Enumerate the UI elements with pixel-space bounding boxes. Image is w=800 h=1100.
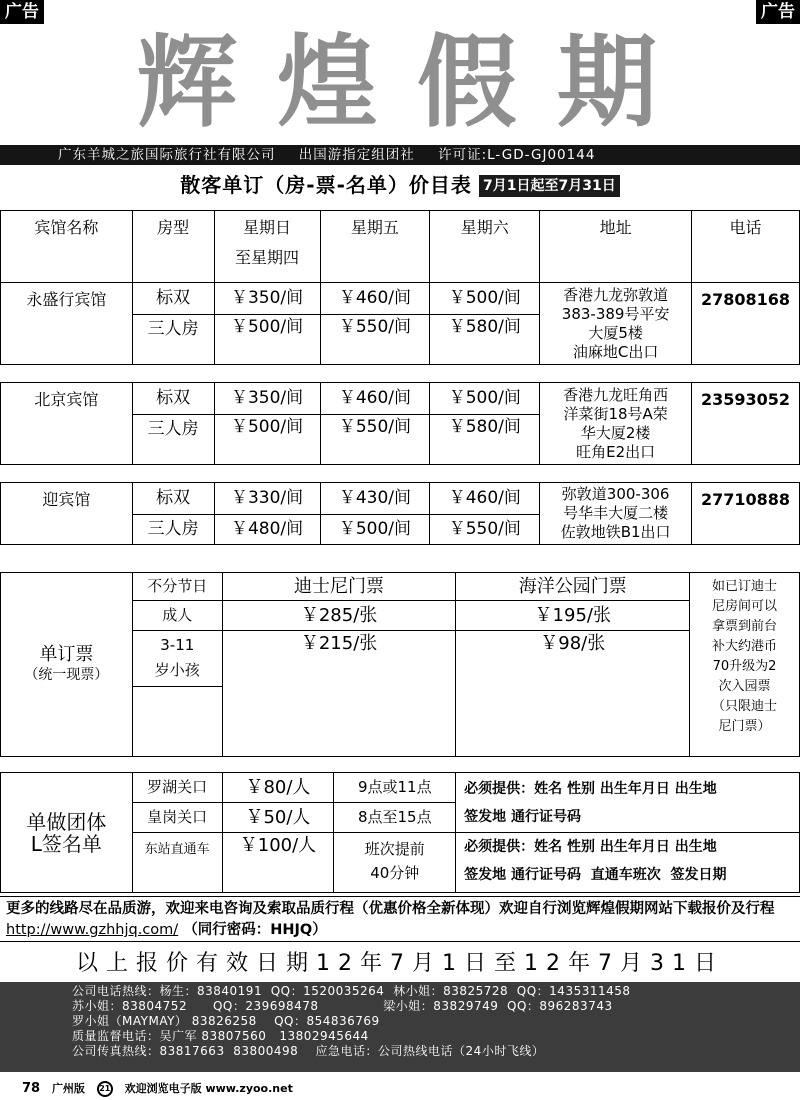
note-line: 补大约港币 bbox=[712, 639, 778, 654]
port-name: 皇岗关口 bbox=[132, 803, 222, 833]
header-sun-1: 星期日 bbox=[243, 218, 292, 237]
adult-ocean-price: ￥195/张 bbox=[456, 601, 690, 631]
requirement-line: 签发地 通行证号码 直通车班次 签发日期 bbox=[464, 867, 727, 883]
price-cell: ￥480/间 bbox=[214, 515, 320, 545]
contact-line: 罗小姐（MAYMAY） 83826258 QQ：854836769 bbox=[72, 1014, 380, 1028]
addr-line: 香港九龙旺角西 bbox=[563, 385, 669, 404]
page-footer bbox=[0, 1078, 800, 1100]
group-list-table bbox=[0, 772, 800, 893]
price-cell: ￥500/间 bbox=[214, 415, 320, 465]
price-cell: ￥550/间 bbox=[430, 515, 540, 545]
group-label bbox=[1, 773, 133, 893]
addr-line: 号华丰大厦二楼 bbox=[563, 504, 669, 522]
port-price: ￥80/人 bbox=[222, 773, 334, 803]
header-phone: 电话 bbox=[692, 211, 800, 283]
port-time: 9点或11点 bbox=[334, 773, 456, 803]
requirements-2 bbox=[456, 833, 800, 893]
room-type: 标双 bbox=[132, 483, 214, 515]
addr-line: 油麻地C出口 bbox=[572, 342, 659, 361]
room-type: 三人房 bbox=[132, 315, 214, 365]
more-info bbox=[0, 896, 800, 942]
masthead-char: 辉 bbox=[137, 23, 243, 141]
empty-cell bbox=[132, 687, 222, 757]
port-time: 8点至15点 bbox=[334, 803, 456, 833]
hotel-name: 永盛行宾馆 bbox=[1, 283, 133, 365]
ticket-table bbox=[0, 572, 800, 757]
contact-line: 苏小姐：83804752 QQ：239698478 梁小姐：83829749 QQ：896283743 bbox=[72, 999, 613, 1013]
ticket-label-main: 单订票 bbox=[39, 643, 94, 665]
note-line: 70升级为2 bbox=[712, 659, 777, 674]
time-line: 班次提前 bbox=[364, 840, 425, 858]
room-type: 三人房 bbox=[132, 515, 214, 545]
group-label-line: 单做团体 bbox=[26, 809, 107, 834]
time-line: 40分钟 bbox=[370, 864, 420, 882]
port-name: 罗湖关口 bbox=[132, 773, 222, 803]
agent-password: （同行密码：HHJQ） bbox=[183, 922, 327, 938]
requirement-line: 必须提供：姓名 性别 出生年月日 出生地 bbox=[464, 839, 717, 855]
addr-line: 弥敦道300-306 bbox=[561, 485, 670, 503]
ad-tag-left: 广告 bbox=[0, 0, 44, 24]
addr-line: 佐敦地铁B1出口 bbox=[560, 523, 671, 541]
addr-line: 旺角E2出口 bbox=[576, 442, 656, 461]
masthead-logo bbox=[0, 20, 800, 144]
header-fri: 星期五 bbox=[320, 211, 430, 283]
hotel-address bbox=[540, 483, 692, 545]
note-line: 次入园票 bbox=[718, 679, 771, 694]
price-cell: ￥550/间 bbox=[320, 315, 430, 365]
table-row bbox=[1, 483, 800, 515]
ocean-header: 海洋公园门票 bbox=[456, 573, 690, 601]
price-cell: ￥500/间 bbox=[430, 283, 540, 315]
room-type: 三人房 bbox=[132, 415, 214, 465]
price-cell: ￥350/间 bbox=[214, 283, 320, 315]
header-sat: 星期六 bbox=[430, 211, 540, 283]
price-cell: ￥330/间 bbox=[214, 483, 320, 515]
hotel-address bbox=[540, 283, 692, 365]
room-type: 标双 bbox=[132, 383, 214, 415]
hotel-phone: 23593052 bbox=[692, 383, 800, 465]
table-row bbox=[1, 773, 800, 803]
empty-cell bbox=[222, 687, 456, 757]
masthead-char: 煌 bbox=[277, 23, 383, 141]
any-day-label: 不分节日 bbox=[132, 573, 222, 601]
requirement-line: 签发地 通行证号码 bbox=[464, 808, 582, 825]
header-hotel: 宾馆名称 bbox=[1, 211, 133, 283]
divider bbox=[1, 365, 800, 383]
note-line: 如已订迪士 bbox=[712, 579, 778, 594]
room-type: 标双 bbox=[132, 283, 214, 315]
ad-tag-right: 广告 bbox=[756, 0, 800, 24]
price-cell: ￥580/间 bbox=[430, 415, 540, 465]
contact-line: 公司电话热线：杨生：83840191 QQ：1520035264 林小姐：83825728 QQ：1435311458 bbox=[72, 984, 631, 998]
agency-designation: 出国游指定组团社 bbox=[298, 147, 415, 163]
more-info-text: 更多的线路尽在品质游，欢迎来电咨询及索取品质行程（优惠价格全新体现）欢迎自行浏览辉煌假期网站下载报价及行程 bbox=[6, 901, 775, 917]
page-number: 78 bbox=[22, 1081, 41, 1096]
table-row bbox=[1, 383, 800, 415]
port-price: ￥100/人 bbox=[222, 833, 334, 893]
adult-label: 成人 bbox=[132, 601, 222, 631]
ticket-label bbox=[1, 573, 133, 757]
hotel-address bbox=[540, 383, 692, 465]
price-cell: ￥350/间 bbox=[214, 383, 320, 415]
price-cell: ￥430/间 bbox=[320, 483, 430, 515]
group-label-line: L签名单 bbox=[30, 831, 102, 856]
port-name: 东站直通车 bbox=[132, 833, 222, 893]
addr-line: 香港九龙弥敦道 bbox=[563, 285, 669, 304]
masthead-char: 期 bbox=[557, 23, 663, 141]
table-row bbox=[1, 573, 800, 601]
note-line: 拿票到前台 bbox=[712, 619, 778, 634]
child-label bbox=[132, 631, 222, 687]
contacts-block bbox=[0, 982, 800, 1072]
disney-header: 迪士尼门票 bbox=[222, 573, 456, 601]
price-cell: ￥500/间 bbox=[214, 315, 320, 365]
addr-line: 大厦5楼 bbox=[588, 323, 643, 342]
header-sun-2: 至星期四 bbox=[235, 248, 300, 267]
port-price: ￥50/人 bbox=[222, 803, 334, 833]
hotel-name: 迎宾馆 bbox=[1, 483, 133, 545]
website-link[interactable]: http://www.gzhhjq.com/ bbox=[6, 922, 179, 938]
header-room: 房型 bbox=[132, 211, 214, 283]
table-row bbox=[1, 283, 800, 315]
hotel-name: 北京宾馆 bbox=[1, 383, 133, 465]
price-cell: ￥550/间 bbox=[320, 415, 430, 465]
port-time bbox=[334, 833, 456, 893]
price-cell: ￥460/间 bbox=[320, 283, 430, 315]
price-cell: ￥500/间 bbox=[430, 383, 540, 415]
child-age: 3-11 bbox=[160, 636, 195, 654]
requirement-line: 必须提供：姓名 性别 出生年月日 出生地 bbox=[464, 780, 717, 797]
price-cell: ￥580/间 bbox=[430, 315, 540, 365]
addr-line: 华大厦2楼 bbox=[580, 423, 651, 442]
edition-label: 广州版 bbox=[51, 1082, 85, 1095]
agency-bar bbox=[0, 145, 800, 165]
title-period: 7月1日起至7月31日 bbox=[479, 175, 620, 197]
agency-name: 广东羊城之旅国际旅行社有限公司 bbox=[58, 147, 276, 163]
note-line: 尼房间可以 bbox=[712, 599, 778, 614]
requirements-1 bbox=[456, 773, 800, 833]
hotel-phone: 27710888 bbox=[692, 483, 800, 545]
empty-cell bbox=[456, 687, 690, 757]
contact-line: 质量监督电话：吴广军 83807560 13802945644 bbox=[72, 1029, 369, 1043]
addr-line: 洋菜街18号A荣 bbox=[563, 404, 668, 423]
price-cell: ￥460/间 bbox=[320, 383, 430, 415]
ticket-label-sub: （统一现票） bbox=[24, 666, 109, 683]
masthead-char: 假 bbox=[417, 23, 523, 141]
note-line: 尼门票） bbox=[718, 719, 771, 734]
contact-line: 公司传真热线：83817663 83800498 应急电话：公司热线电话（24小时飞线） bbox=[72, 1044, 545, 1058]
agency-license: 许可证:L-GD-GJ00144 bbox=[438, 147, 596, 163]
logo-icon: 21 bbox=[97, 1081, 113, 1097]
footer-text: 欢迎浏览电子版 www.zyoo.net bbox=[124, 1082, 293, 1095]
validity-line: 以上报价有效日期12年7月1日至12年7月31日 bbox=[76, 951, 724, 976]
adult-disney-price: ￥285/张 bbox=[222, 601, 456, 631]
page-title bbox=[0, 168, 800, 202]
price-cell: ￥500/间 bbox=[320, 515, 430, 545]
child-text: 岁小孩 bbox=[154, 661, 200, 679]
header-sun-thu bbox=[214, 211, 320, 283]
child-ocean-price: ￥98/张 bbox=[456, 631, 690, 687]
price-cell: ￥460/间 bbox=[430, 483, 540, 515]
hotel-phone: 27808168 bbox=[692, 283, 800, 365]
hotel-price-table bbox=[0, 210, 800, 545]
upgrade-note bbox=[690, 573, 800, 757]
child-disney-price: ￥215/张 bbox=[222, 631, 456, 687]
divider bbox=[1, 465, 800, 483]
addr-line: 383-389号平安 bbox=[561, 304, 670, 323]
note-line: （只限迪士 bbox=[712, 699, 778, 714]
title-main: 散客单订（房-票-名单）价目表 bbox=[180, 173, 472, 197]
header-address: 地址 bbox=[540, 211, 692, 283]
